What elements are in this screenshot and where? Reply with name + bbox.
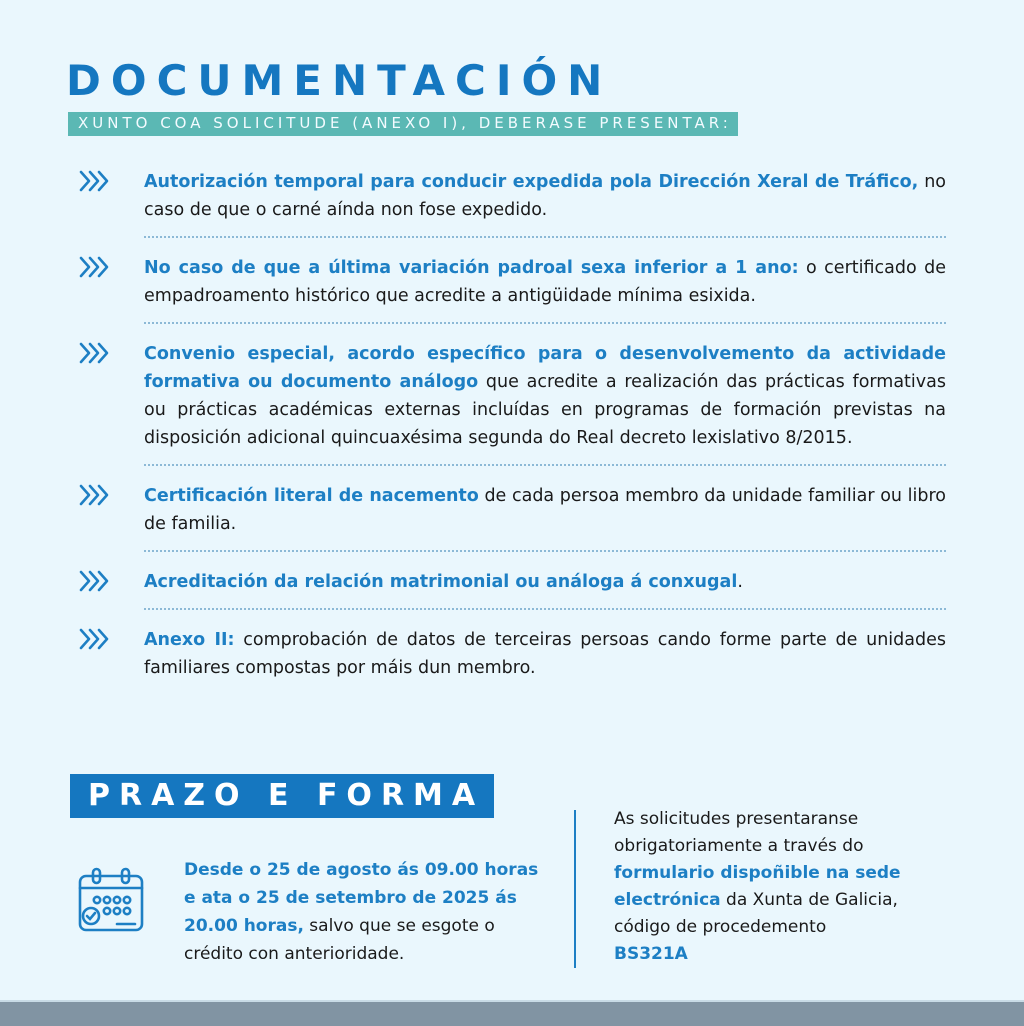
dotted-divider — [144, 236, 946, 238]
double-chevron-icon — [78, 482, 112, 508]
item-highlight: No caso de que a última variación padroal sexa inferior a 1 ano: — [144, 258, 799, 278]
item-text: o certificado de empadroamento histórico que acredite a antigüidade mínima esixida. — [144, 258, 946, 306]
calendar-check-icon — [77, 866, 147, 934]
dotted-divider — [144, 550, 946, 552]
double-chevron-icon — [78, 340, 112, 366]
item-highlight: Acreditación da relación matrimonial ou análoga á conxugal — [144, 572, 738, 592]
double-chevron-icon — [78, 254, 112, 280]
list-item — [78, 562, 946, 596]
item-text: . — [737, 572, 743, 592]
item-text: comprobación de datos de terceiras persoas cando forme parte de unidades familiares compostas por máis dun membro. — [144, 630, 946, 678]
item-text: que acredite a realización das prácticas formativas ou prácticas académicas externas incluídas en programas de formación previstas na disposición adicional quincuaxésima segunda do Real decreto lexislativo 8/2015. — [144, 372, 946, 448]
double-chevron-icon — [78, 626, 112, 652]
list-item — [78, 620, 946, 682]
item-text: de cada persoa membro da unidade familiar ou libro de familia. — [144, 486, 946, 534]
dotted-divider — [144, 322, 946, 324]
list-item — [78, 248, 946, 310]
vertical-divider — [574, 810, 576, 968]
item-highlight: Convenio especial, acordo específico para o desenvolvemento da actividade formativa ou documento análogo — [144, 344, 946, 392]
item-highlight: Anexo II: — [144, 630, 235, 650]
double-chevron-icon — [78, 168, 112, 194]
dotted-divider — [144, 608, 946, 610]
section-title-prazo: PRAZO E FORMA — [70, 774, 494, 818]
item-highlight: Certificación literal de nacemento — [144, 486, 479, 506]
list-item — [78, 476, 946, 538]
item-text: no caso de que o carné aínda non fose expedido. — [144, 172, 946, 220]
deadline-text — [184, 856, 544, 968]
list-item — [78, 334, 946, 452]
submission-text-1: As solicitudes presentaranse obrigatoriamente a través do — [614, 809, 864, 856]
item-highlight: Autorización temporal para conducir expedida pola Dirección Xeral de Tráfico, — [144, 172, 919, 192]
submission-text-2: da Xunta de Galicia, código de procedemento — [614, 890, 898, 937]
list-item — [78, 162, 946, 224]
deadline-note: salvo que se esgote o crédito con anterioridade. — [184, 916, 495, 964]
document-list — [78, 162, 946, 682]
footer-bar — [0, 1000, 1024, 1026]
page-subtitle: XUNTO COA SOLICITUDE (ANEXO I), DEBERASE PRESENTAR: — [68, 112, 738, 136]
submission-form-link[interactable]: formulario dispoñible na sede electrónica — [614, 863, 901, 910]
submission-text — [614, 806, 954, 968]
procedure-code: BS321A — [614, 944, 688, 964]
dotted-divider — [144, 464, 946, 466]
double-chevron-icon — [78, 568, 112, 594]
page-title: DOCUMENTACIÓN — [66, 56, 613, 105]
deadline-highlight: Desde o 25 de agosto ás 09.00 horas e ata o 25 de setembro de 2025 ás 20.00 horas, — [184, 860, 539, 936]
